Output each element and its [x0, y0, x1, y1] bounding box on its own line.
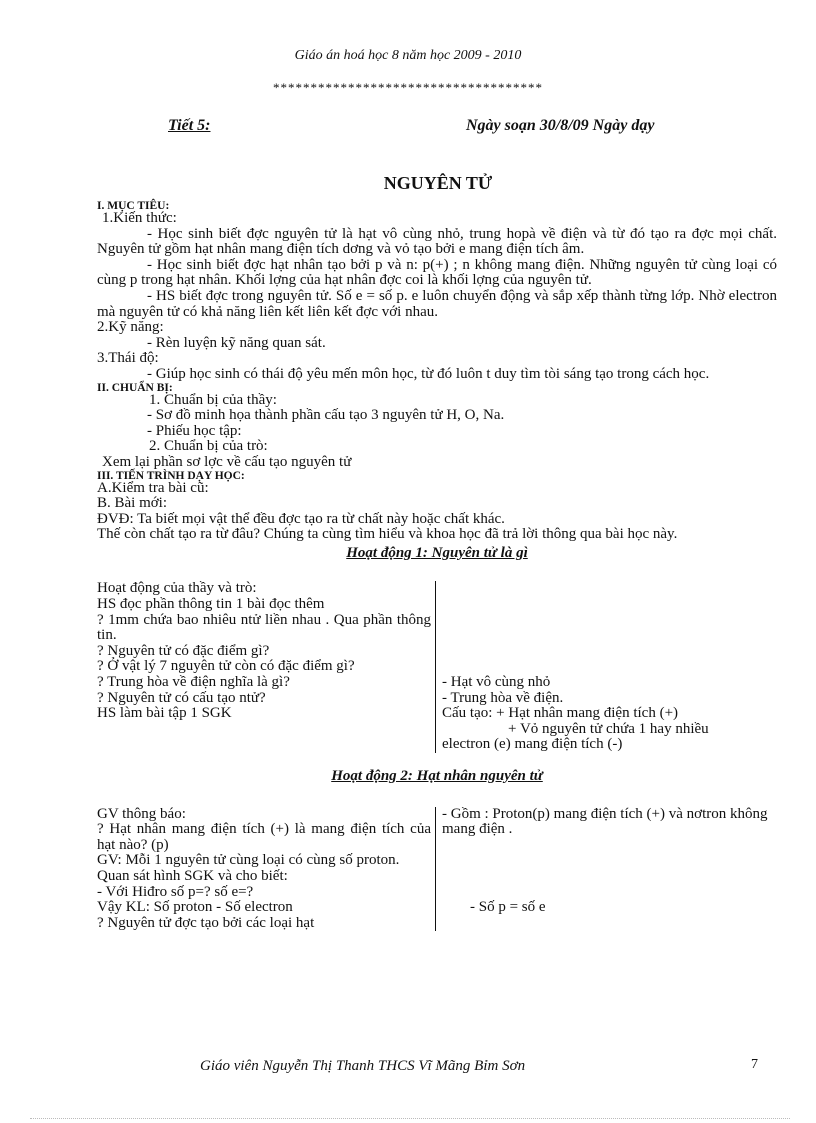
- running-header: Giáo án hoá học 8 năm học 2009 - 2010: [294, 48, 522, 63]
- lesson-number: Tiết 5:: [168, 117, 211, 134]
- table-line: HS làm bài tập 1 SGK: [97, 705, 232, 722]
- table-line: - Với Hiđro số p=? số e=?: [97, 883, 254, 900]
- paragraph: A.Kiểm tra bài cũ:: [97, 479, 209, 496]
- paragraph: - HS biết đợc trong nguyên tử. Số e = số p. e luôn chuyển động và sắp xếp thành từng lớp. Nhờ electron mà nguyên tử có khả năng liên kết liên kết đợc với nhau.: [97, 287, 777, 320]
- table-line: ? Hạt nhân mang điện tích (+) là mang điện tích của hạt nào? (p): [97, 821, 431, 853]
- table-line: Vậy KL: Số proton - Số electron: [97, 899, 293, 916]
- table-line: - Gồm : Proton(p) mang điện tích (+) và nơtron không mang điện .: [442, 805, 768, 838]
- subheading-knowledge: 1.Kiến thức:: [102, 210, 177, 226]
- table-line: ? 1mm chứa bao nhiêu ntử liền nhau . Qua phần thông tin.: [97, 611, 431, 644]
- table-line: Cấu tạo: + Hạt nhân mang điện tích (+): [442, 705, 679, 722]
- paragraph: - Học sinh biết đợc hạt nhân tạo bởi p và n: p(+) ; n không mang điện. Những nguyên tử cùng loại có cùng p trong hạt nhân. Khối lợng của hạt nhân đợc coi là khối lợng của nguyên tử.: [97, 256, 777, 289]
- paragraph: - Rèn luyện kỹ năng quan sát.: [147, 334, 326, 351]
- table-line: ? Nguyên tử đợc tạo bởi các loại hạt: [97, 914, 315, 931]
- table-line: - Số p = số e: [470, 898, 546, 915]
- activity-1-table: [97, 581, 772, 753]
- paragraph: Xem lại phần sơ lợc về cấu tạo nguyên tử: [102, 453, 352, 470]
- table-line: + Vỏ nguyên tử chứa 1 hay nhiều: [508, 720, 709, 737]
- table-line: - Trung hòa về điện.: [442, 689, 564, 706]
- paragraph: - Học sinh biết đợc nguyên tử là hạt vô cùng nhỏ, trung hopà về điện và từ đó tạo ra đợc mọi chất. Nguyên tử gồm hạt nhân mang điện tích dơng và vỏ tạo bởi e mang điện tích âm.: [97, 225, 777, 258]
- section-heading-preparation: II. CHUẨN BỊ:: [97, 381, 173, 394]
- paragraph: 1. Chuẩn bị của thầy:: [149, 391, 277, 408]
- paragraph: - Sơ đồ minh họa thành phần cấu tạo 3 nguyên tử H, O, Na.: [147, 407, 505, 424]
- table-line: GV thông báo:: [97, 805, 186, 822]
- activity-2-table: [97, 807, 772, 932]
- subheading-attitude: 3.Thái độ:: [97, 350, 159, 367]
- footer-teacher: Giáo viên Nguyễn Thị Thanh THCS Vĩ Mãng Bỉm Sơn: [200, 1058, 526, 1074]
- paragraph: - Giúp học sinh có thái độ yêu mến môn học, từ đó luôn t duy tìm tòi sáng tạo trong cách học.: [147, 365, 710, 382]
- table-line: HS đọc phần thông tin 1 bài đọc thêm: [97, 596, 325, 613]
- table-line: ? Nguyên tử có đặc điểm gì?: [97, 642, 270, 659]
- table-line: Hoạt động của thầy và trò:: [97, 580, 257, 597]
- paragraph: 2. Chuẩn bị của trò:: [149, 438, 268, 455]
- table-line: ? Trung hòa về điện nghĩa là gì?: [97, 674, 290, 691]
- paragraph: B. Bài mới:: [97, 495, 168, 512]
- section-heading-procedure: III. TIẾN TRÌNH DẠY HỌC:: [97, 469, 245, 482]
- paragraph: ĐVĐ: Ta biết mọi vật thể đều đợc tạo ra từ chất này hoặc chất khác.: [97, 510, 505, 527]
- activity-title-wrapper: [97, 769, 777, 785]
- table-line: ? Nguyên tử có cấu tạo ntử?: [97, 689, 266, 706]
- lesson-body: [97, 195, 777, 931]
- paragraph: - Phiếu học tập:: [147, 422, 242, 439]
- activity-2-left-column: [97, 807, 436, 932]
- section-heading-objectives: I. MỤC TIÊU:: [97, 200, 170, 212]
- table-line: ? Ở vật lý 7 nguyên tử còn có đặc điểm gì?: [97, 658, 355, 675]
- paragraph: Thế còn chất tạo ra từ đâu? Chúng ta cùng tìm hiểu và khoa học đã trả lời thông qua bài học này.: [97, 526, 678, 543]
- table-line: GV: Mỗi 1 nguyên tử cùng loại có cùng số proton.: [97, 852, 400, 869]
- table-line: - Hạt vô cùng nhỏ: [442, 674, 551, 691]
- activity-1-right-column: [436, 581, 773, 753]
- table-line: electron (e) mang điện tích (-): [442, 736, 623, 753]
- activity-1-title: Hoạt động 1: Nguyên tử là gì: [346, 544, 528, 561]
- activity-title-wrapper: [97, 546, 777, 562]
- page-title: NGUYÊN TỬ: [383, 173, 493, 193]
- activity-2-right-column: [436, 807, 773, 932]
- page-number: 7: [751, 1057, 758, 1072]
- lesson-dates: Ngày soạn 30/8/09 Ngày dạy: [466, 117, 655, 134]
- table-line: Quan sát hình SGK và cho biết:: [97, 868, 288, 884]
- subheading-skills: 2.Kỹ năng:: [97, 319, 164, 336]
- activity-2-title: Hoạt động 2: Hạt nhân nguyên tử: [331, 768, 543, 785]
- page-bottom-divider: [30, 1118, 790, 1119]
- stars-divider: ************************************: [273, 80, 543, 95]
- activity-1-left-column: [97, 581, 436, 753]
